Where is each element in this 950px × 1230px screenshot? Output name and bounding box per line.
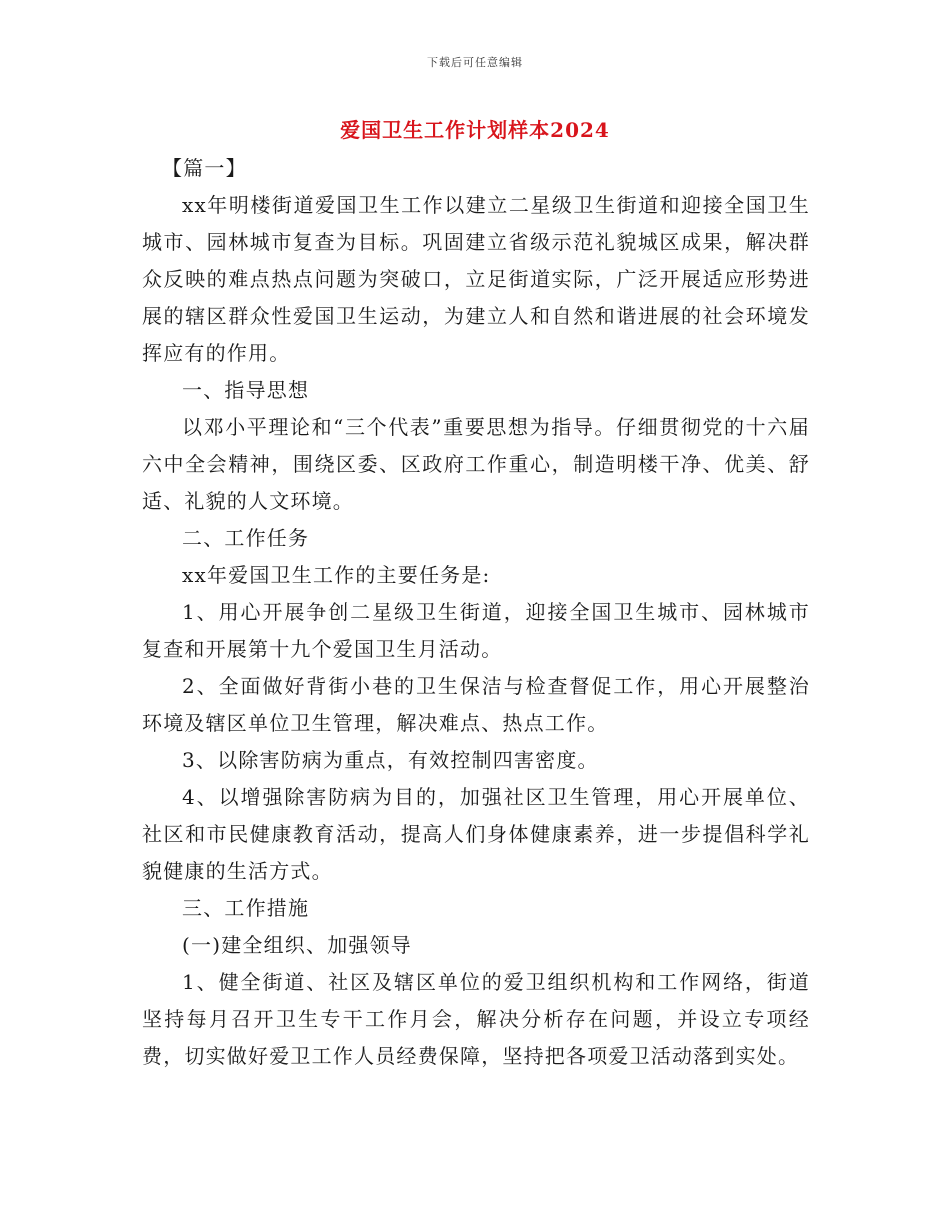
- task-item-1: 1、用心开展争创二星级卫生街道，迎接全国卫生城市、园林城市复查和开展第十九个爱国卫生月活动。: [142, 600, 810, 661]
- task-item-3: 3、以除害防病为重点，有效控制四害密度。: [182, 748, 599, 772]
- subheading-organization: (一)建全组织、加强领导: [182, 933, 413, 957]
- task-item-2: 2、全面做好背街小巷的卫生保洁与检查督促工作，用心开展整治环境及辖区单位卫生管理，解决难点、热点工作。: [142, 674, 810, 735]
- document-body: [142, 150, 810, 1075]
- document-title: 爱国卫生工作计划样本2024: [340, 118, 610, 142]
- paragraph-guiding-ideology: 以邓小平理论和“三个代表”重要思想为指导。仔细贯彻党的十六届六中全会精神，围绕区委、区政府工作重心，制造明楼干净、优美、舒适、礼貌的人文环境。: [142, 415, 810, 513]
- section-label: 【篇一】: [162, 156, 247, 180]
- paragraph-tasks-intro: xx年爱国卫生工作的主要任务是:: [182, 563, 491, 587]
- heading-guiding-ideology: 一、指导思想: [182, 378, 310, 402]
- heading-work-measures: 三、工作措施: [182, 896, 310, 920]
- page-header-note: 下载后可任意编辑: [427, 56, 523, 69]
- paragraph-intro: xx年明楼街道爱国卫生工作以建立二星级卫生街道和迎接全国卫生城市、园林城市复查为目标。巩固建立省级示范礼貌城区成果，解决群众反映的难点热点问题为突破口，立足街道实际，广泛开展适应形势进展的辖区群众性爱国卫生运动，为建立人和自然和谐进展的社会环境发挥应有的作用。: [142, 193, 810, 365]
- measure-item-1: 1、健全街道、社区及辖区单位的爱卫组织机构和工作网络，街道坚持每月召开卫生专干工作月会，解决分析存在问题，并设立专项经费，切实做好爱卫工作人员经费保障，坚持把各项爱卫活动落到实处。: [142, 970, 810, 1068]
- task-item-4: 4、以增强除害防病为目的，加强社区卫生管理，用心开展单位、社区和市民健康教育活动，提高人们身体健康素养，进一步提倡科学礼貌健康的生活方式。: [142, 785, 810, 883]
- heading-work-tasks: 二、工作任务: [182, 526, 310, 550]
